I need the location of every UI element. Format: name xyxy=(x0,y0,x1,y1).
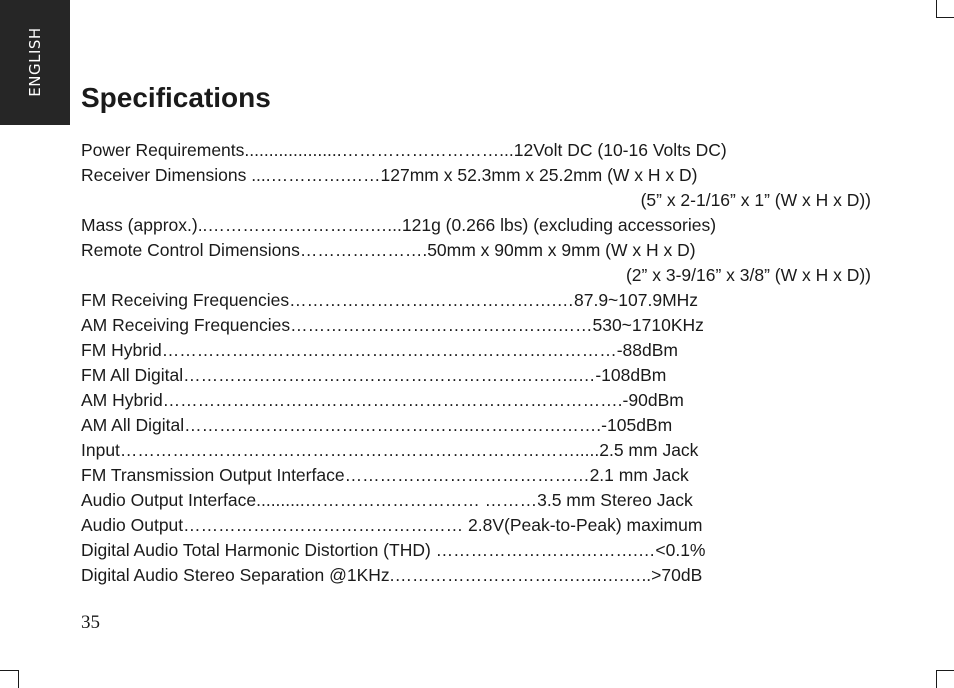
spec-row: AM All Digital…………………………………………..………………….-105dBm xyxy=(81,415,673,435)
spec-row: FM All Digital…………………………………………………………..…-108dBm xyxy=(81,365,667,385)
spec-row: Input…………………………………………………………………….....2.5 mm Jack xyxy=(81,440,699,460)
specifications-list xyxy=(81,138,881,588)
spec-row: FM Receiving Frequencies……………………………………….…87.9~107.9MHz xyxy=(81,290,699,310)
crop-mark-bottom-left-horizontal xyxy=(0,670,18,671)
page-number: 35 xyxy=(81,612,100,633)
spec-row: (5” x 2-1/16” x 1” (W x H x D)) xyxy=(640,190,871,210)
spec-row: AM Hybrid…………………………………………………………………….-90dBm xyxy=(81,390,684,410)
crop-mark-top-right-vertical xyxy=(936,0,937,17)
language-label: ENGLISH xyxy=(26,27,44,97)
spec-row: Remote Control Dimensions………………….50mm x 90mm x 9mm (W x H x D) xyxy=(81,240,696,260)
spec-row: (2” x 3-9/16” x 3/8” (W x H x D)) xyxy=(625,265,871,285)
spec-row: Audio Output………………………………………… 2.8V(Peak-to-Peak) maximum xyxy=(81,515,703,535)
spec-row: Mass (approx.)..……………………….…...121g (0.266 lbs) (excluding accessories) xyxy=(81,215,717,235)
crop-mark-top-right-horizontal xyxy=(936,17,954,18)
spec-row: Digital Audio Stereo Separation @1KHz.………………………….…..….…..>70dB xyxy=(81,565,703,585)
crop-mark-bottom-left-vertical xyxy=(18,670,19,688)
spec-row: Digital Audio Total Harmonic Distortion (THD) …………………….……….…<0.1% xyxy=(81,540,706,560)
spec-row: Power Requirements....................………………………...12Volt DC (10-16 Volts DC) xyxy=(81,140,727,160)
spec-row: Receiver Dimensions ....………….……127mm x 52.3mm x 25.2mm (W x H x D) xyxy=(81,165,698,185)
crop-mark-bottom-right-vertical xyxy=(936,670,937,688)
page-title: Specifications xyxy=(81,82,271,113)
spec-row: FM Transmission Output Interface……………………………………2.1 mm Jack xyxy=(81,465,689,485)
spec-row: Audio Output Interface..........………………………… ………3.5 mm Stereo Jack xyxy=(81,490,693,510)
spec-row: AM Receiving Frequencies……………………………………….……530~1710KHz xyxy=(81,315,704,335)
language-tab xyxy=(0,0,70,125)
spec-row: FM Hybrid……………………………………………………………………-88dBm xyxy=(81,340,678,360)
crop-mark-bottom-right-horizontal xyxy=(936,670,954,671)
